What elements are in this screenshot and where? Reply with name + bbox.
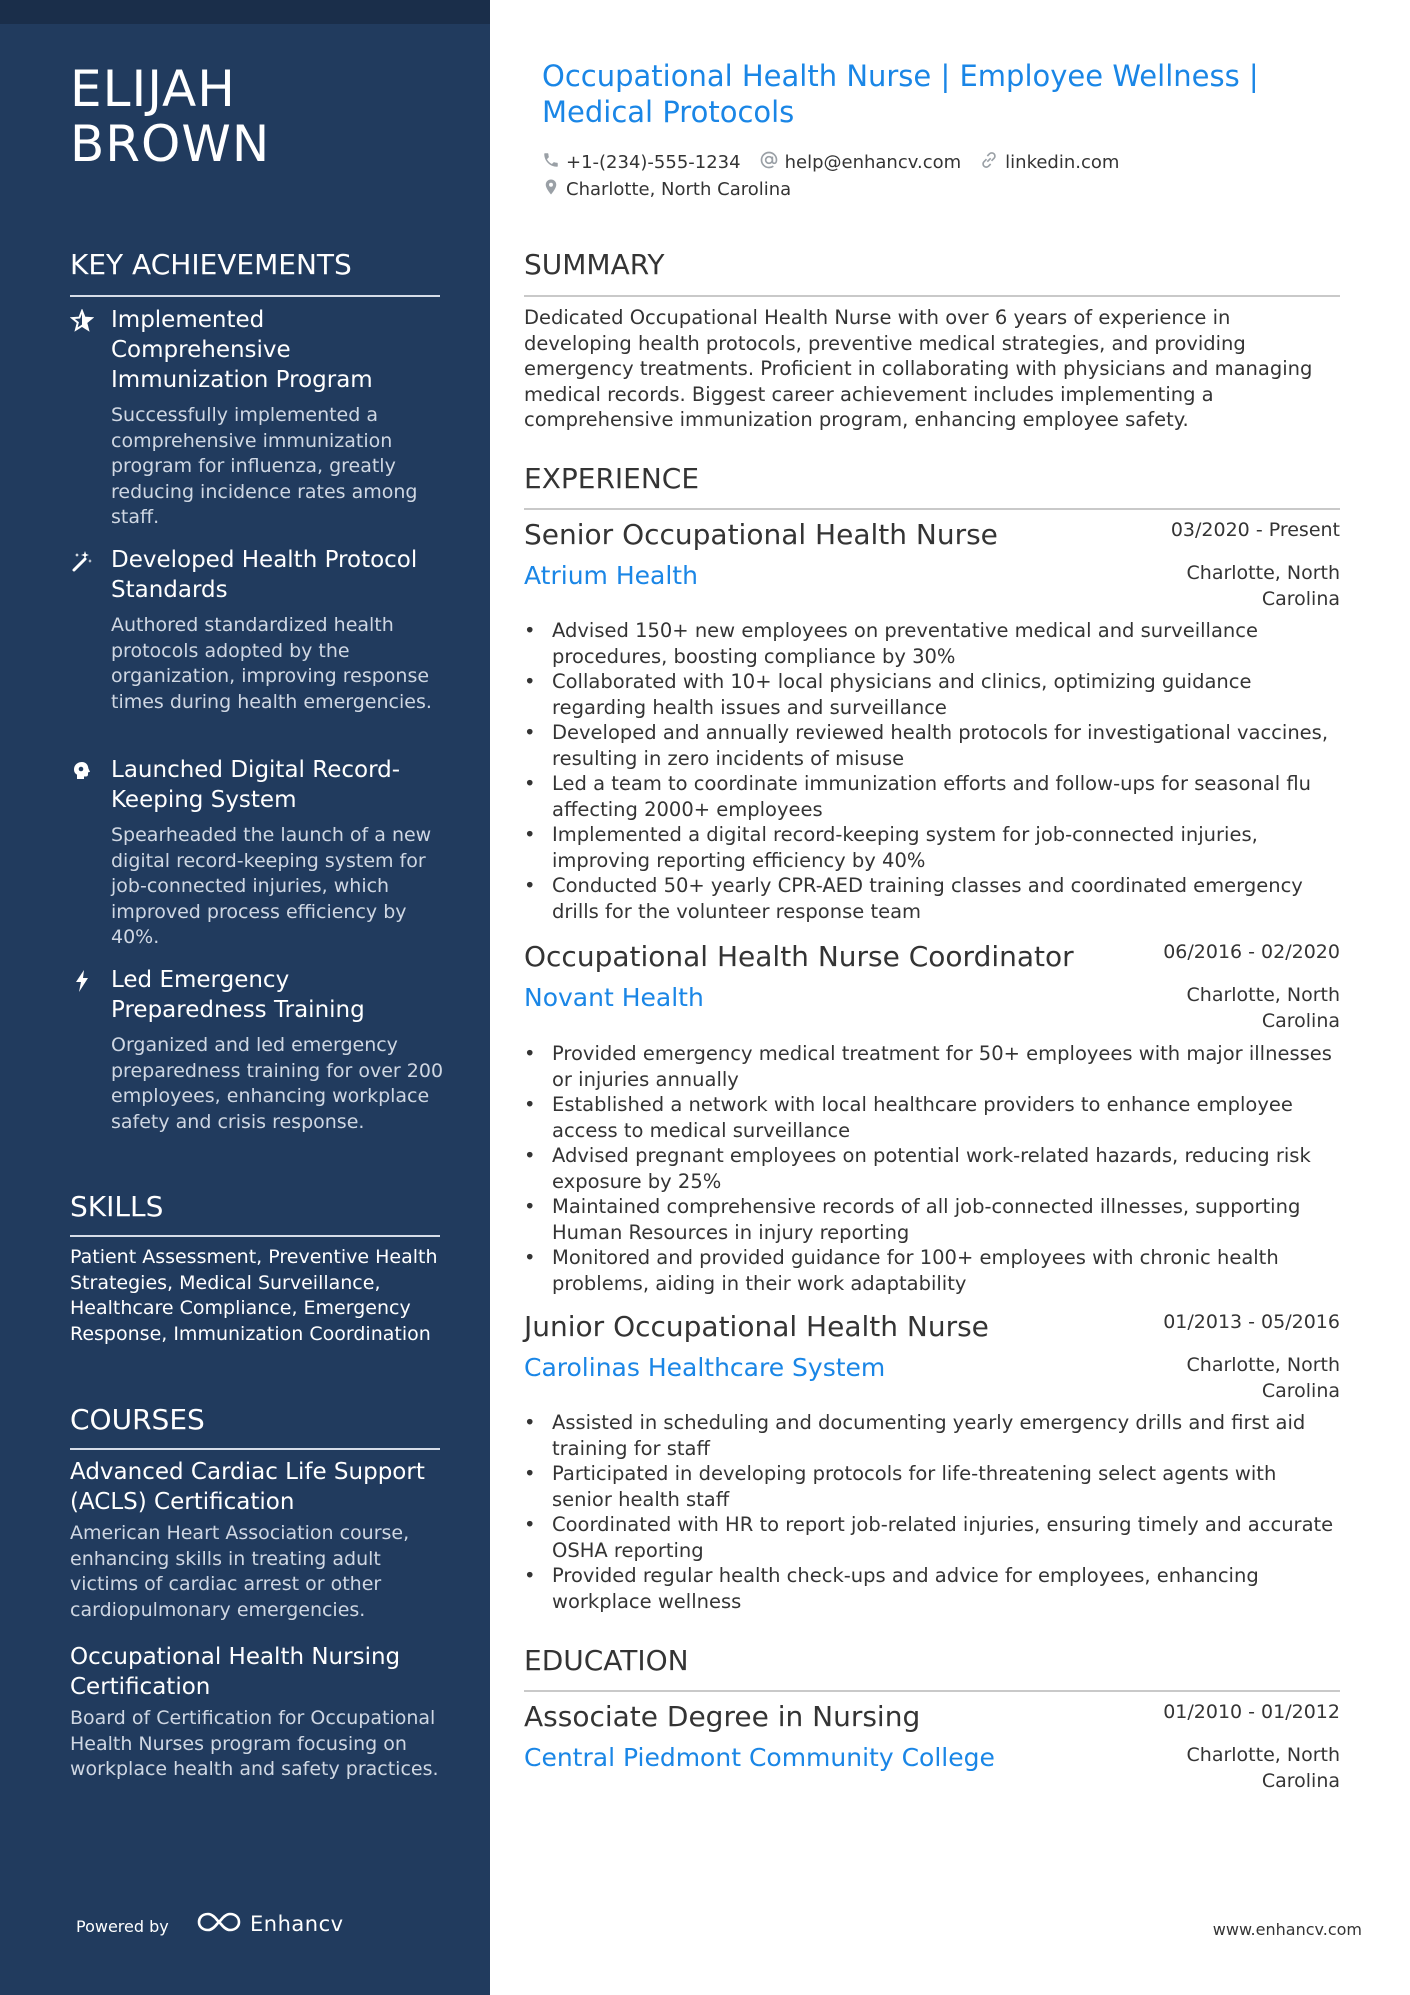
at-icon	[759, 150, 785, 175]
education-location: Charlotte, North Carolina	[1186, 1744, 1340, 1792]
job-location: Charlotte, North Carolina	[1186, 1354, 1340, 1402]
job-bullets	[524, 618, 1340, 924]
brain-icon	[70, 759, 94, 783]
experience-entry	[524, 518, 1340, 926]
achievement-item	[70, 755, 440, 955]
contact-linkedin[interactable]	[979, 150, 1119, 175]
achievement-description: Organized and led emergency preparedness training for over 200 employees, enhancing workplace safety and crisis response.	[111, 1034, 444, 1133]
job-bullet: • Advised 150+ new employees on preventative medical and surveillance procedures, boosting compliance by 30%	[524, 618, 1340, 669]
linkedin-text: linkedin.com	[1005, 152, 1120, 173]
company-name[interactable]: Carolinas Healthcare System	[524, 1353, 886, 1382]
job-bullet: • Advised pregnant employees on potential work-related hazards, reducing risk exposure by 25%	[524, 1143, 1340, 1194]
job-bullet: • Maintained comprehensive records of all job-connected illnesses, supporting Human Resources in injury reporting	[524, 1194, 1340, 1245]
course-description: Board of Certification for Occupational Health Nurses program focusing on workplace health and safety practices.	[70, 1707, 439, 1780]
contact-email[interactable]	[759, 150, 962, 175]
skills-divider	[70, 1235, 440, 1237]
contact-row-2	[542, 177, 809, 202]
school-name[interactable]: Central Piedmont Community College	[524, 1743, 995, 1772]
powered-by-label: Powered by	[76, 1917, 169, 1936]
job-location: Charlotte, North Carolina	[1186, 984, 1340, 1032]
achievement-description: Successfully implemented a comprehensive immunization program for influenza, greatly reducing incidence rates among staff.	[111, 404, 418, 528]
skills-list: Patient Assessment, Preventive Health Strategies, Medical Surveillance, Healthcare Compliance, Emergency Response, Immunization Coordination	[70, 1246, 438, 1345]
course-title: Advanced Cardiac Life Support (ACLS) Certification	[70, 1459, 425, 1515]
phone-text: +1-(234)-555-1234	[566, 152, 741, 173]
education-dates: 01/2010 - 01/2012	[1163, 1701, 1340, 1723]
experience-entry	[524, 940, 1340, 1300]
main-content	[490, 0, 1410, 1995]
achievement-item	[70, 545, 440, 745]
achievements-heading: KEY ACHIEVEMENTS	[70, 248, 352, 281]
phone-icon	[542, 151, 566, 174]
candidate-name	[70, 62, 270, 172]
job-title: Occupational Health Nurse Coordinator	[524, 940, 1074, 973]
star-icon	[70, 309, 94, 333]
job-bullets	[524, 1041, 1340, 1296]
brand-name: Enhancv	[250, 1912, 344, 1936]
degree-title: Associate Degree in Nursing	[524, 1700, 921, 1733]
job-bullet: • Established a network with local healthcare providers to enhance employee access to medical surveillance	[524, 1092, 1340, 1143]
job-bullet: • Developed and annually reviewed health protocols for investigational vaccines, resulting in zero incidents of misuse	[524, 720, 1340, 771]
footer-website[interactable]: www.enhancv.com	[1212, 1920, 1362, 1939]
summary-heading: SUMMARY	[524, 248, 665, 281]
courses-divider	[70, 1448, 440, 1450]
summary-divider	[524, 295, 1340, 297]
education-entry	[524, 1700, 1340, 1810]
job-bullet: • Monitored and provided guidance for 100+ employees with chronic health problems, aiding in their work adaptability	[524, 1245, 1340, 1296]
summary-text: Dedicated Occupational Health Nurse with over 6 years of experience in developing health protocols, preventive medical strategies, and providing emergency treatments. Proficient in collaborating with physicians and managing medical records. Biggest career achievement includes implementing a comprehensive immunization program, enhancing employee safety.	[524, 306, 1313, 431]
job-dates: 01/2013 - 05/2016	[1163, 1311, 1340, 1333]
sidebar	[0, 0, 490, 1995]
contact-phone[interactable]	[542, 151, 741, 174]
course-item	[70, 1457, 450, 1623]
sidebar-top-bar	[0, 0, 490, 24]
job-title: Junior Occupational Health Nurse	[524, 1310, 989, 1343]
job-bullet: • Conducted 50+ yearly CPR-AED training classes and coordinated emergency drills for the volunteer response team	[524, 873, 1340, 924]
experience-heading: EXPERIENCE	[524, 462, 700, 495]
achievement-item	[70, 305, 440, 535]
name-first: ELIJAH	[70, 60, 236, 118]
job-bullet: • Implemented a digital record-keeping system for job-connected injuries, improving reporting efficiency by 40%	[524, 822, 1340, 873]
contact-location	[542, 177, 791, 202]
achievement-title: Developed Health Protocol Standards	[111, 547, 418, 603]
job-bullet: • Provided regular health check-ups and advice for employees, enhancing workplace wellness	[524, 1563, 1340, 1614]
job-bullet: • Participated in developing protocols for life-threatening select agents with senior health staff	[524, 1461, 1340, 1512]
achievement-description: Authored standardized health protocols adopted by the organization, improving response times during health emergencies.	[111, 614, 432, 713]
email-text: help@enhancv.com	[784, 152, 962, 173]
job-bullet: • Collaborated with 10+ local physicians and clinics, optimizing guidance regarding health issues and surveillance	[524, 669, 1340, 720]
achievement-item	[70, 965, 444, 1165]
link-icon	[979, 150, 1005, 175]
course-description: American Heart Association course, enhancing skills in treating adult victims of cardiac arrest or other cardiopulmonary emergencies.	[70, 1522, 410, 1621]
achievement-description: Spearheaded the launch of a new digital record-keeping system for job-connected injuries, which improved process efficiency by 40%.	[111, 824, 432, 948]
course-item	[70, 1642, 450, 1783]
location-text: Charlotte, North Carolina	[566, 179, 792, 200]
education-heading: EDUCATION	[524, 1644, 689, 1677]
job-bullets	[524, 1410, 1340, 1614]
job-bullet: • Provided emergency medical treatment for 50+ employees with major illnesses or injuries annually	[524, 1041, 1340, 1092]
headline: Occupational Health Nurse | Employee Wellness | Medical Protocols	[542, 59, 1259, 129]
enhancv-logo[interactable]	[196, 1910, 344, 1938]
location-pin-icon	[542, 177, 566, 202]
job-dates: 03/2020 - Present	[1170, 519, 1340, 541]
job-location: Charlotte, North Carolina	[1186, 562, 1340, 610]
lightning-icon	[70, 969, 94, 993]
wand-icon	[70, 549, 94, 573]
course-title: Occupational Health Nursing Certification	[70, 1644, 401, 1700]
infinity-logo-icon	[196, 1910, 242, 1938]
job-bullet: • Coordinated with HR to report job-related injuries, ensuring timely and accurate OSHA reporting	[524, 1512, 1340, 1563]
job-bullet: • Assisted in scheduling and documenting yearly emergency drills and first aid training for staff	[524, 1410, 1340, 1461]
company-name[interactable]: Atrium Health	[524, 561, 698, 590]
achievements-divider	[70, 295, 440, 297]
job-dates: 06/2016 - 02/2020	[1163, 941, 1340, 963]
courses-heading: COURSES	[70, 1403, 205, 1436]
job-title: Senior Occupational Health Nurse	[524, 518, 998, 551]
contact-row-1	[542, 150, 1137, 175]
name-last: BROWN	[70, 115, 271, 173]
company-name[interactable]: Novant Health	[524, 983, 704, 1012]
achievement-title: Led Emergency Preparedness Training	[111, 967, 365, 1023]
education-divider	[524, 1690, 1340, 1692]
experience-divider	[524, 508, 1340, 510]
achievement-title: Implemented Comprehensive Immunization Program	[111, 307, 373, 393]
experience-entry	[524, 1310, 1340, 1620]
job-bullet: • Led a team to coordinate immunization efforts and follow-ups for seasonal flu affecting 2000+ employees	[524, 771, 1340, 822]
achievement-title: Launched Digital Record-Keeping System	[111, 757, 401, 813]
skills-heading: SKILLS	[70, 1190, 164, 1223]
